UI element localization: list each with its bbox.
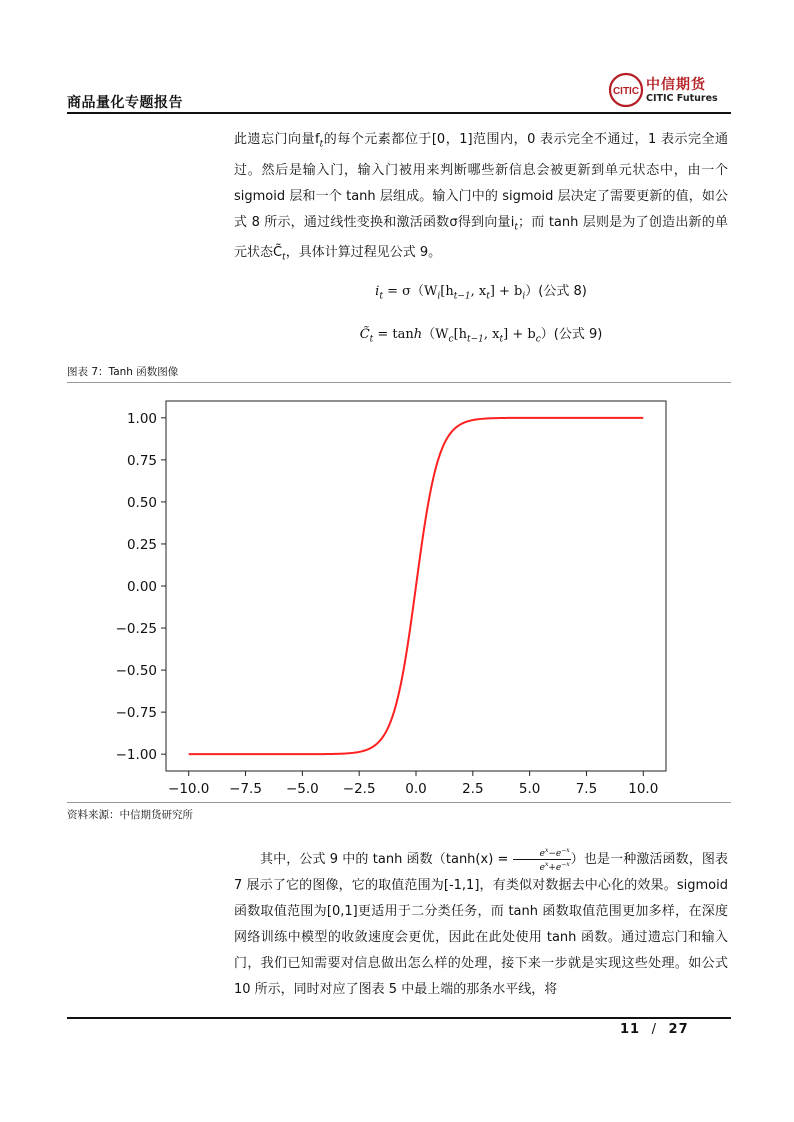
logo-cn-text: 中信期货: [646, 77, 706, 93]
figure-top-rule: [67, 382, 731, 383]
y-tick-label: −0.50: [115, 663, 157, 680]
x-tick-label: −10.0: [168, 781, 210, 797]
citic-logo: [608, 70, 728, 110]
footer-rule: [67, 1017, 731, 1019]
x-tick-label: 7.5: [575, 781, 598, 797]
figure-source: 资料来源：中信期货研究所: [67, 809, 193, 821]
para1-text-d: ，具体计算过程见公式 9。: [285, 245, 442, 261]
x-tick-label: 2.5: [462, 781, 484, 797]
x-tick-label: −5.0: [285, 781, 319, 797]
para1-sub-t: t: [319, 139, 324, 150]
page-number: [620, 1022, 689, 1037]
y-tick-label: 0.50: [126, 494, 157, 511]
x-tick-label: 10.0: [628, 781, 659, 797]
x-tick-label: −2.5: [342, 781, 376, 797]
para2-text-d: sigmoid 函数取值范围为[0,1]更适用于二分类任务，而 tanh 函数取值范围更加多样，在深度网络训练中模型的收敛速度会更优，因此在此处使用 tanh 函数。通过遗忘门和输入门，我们已知需要对信息做出怎么样的处理，接下来一步就是实现这些处理。如公式 10 所示，同时对应了图表 5 中最上端的那条水平线，将: [234, 878, 728, 997]
para2-text-c: 7 展示了它的图像，它的取值范围为[-1,1]，有类似对数据去中心化的效果。: [234, 878, 677, 893]
x-tick-label: 0.0: [405, 781, 427, 797]
x-tick-label: −7.5: [229, 781, 262, 797]
para1-sub-t2: t: [514, 222, 519, 233]
para2-text-a: 其中，公式 9 中的 tanh 函数（tanh(x) =: [260, 852, 513, 867]
para1-sub-t3: t: [282, 252, 286, 263]
y-tick-label: 1.00: [126, 410, 157, 427]
y-tick-label: −0.25: [115, 621, 157, 638]
page-current: 11: [620, 1022, 641, 1037]
y-tick-label: 0.75: [126, 452, 157, 469]
logo-mark-text: CITIC: [612, 86, 640, 97]
paragraph-2: [234, 846, 728, 1003]
report-title: 商品量化专题报告: [67, 95, 183, 111]
header-rule: [67, 112, 731, 114]
figure-bottom-rule: [67, 802, 731, 803]
para1-text-c: ；而 tanh 层则是为了创造出新的单元状态C̃: [234, 214, 729, 261]
para1-text-b: 的每个元素都位于[0，1]范围内，0 表示完全不通过，1 表示完全通过。然后是输入门，输入门被用来判断哪些新信息会被更新到单元状态中，由一个 sigmoid 层和一个 tanh 层组成。输入门中的 sigmoid 层决定了需要更新的值，如公式 8 所示，通过线性变换和激活函数σ得到向量i: [234, 132, 729, 230]
tanh-chart: [100, 393, 680, 803]
formula-8: $i_t = \sigma(W_i[h_{t-1}$, $x_t] + b_i$）(公式 8): [375, 284, 587, 302]
y-tick-label: −1.00: [115, 747, 157, 764]
para1-text-a: 此遗忘门向量f: [234, 132, 320, 147]
y-tick-label: −0.75: [115, 705, 157, 722]
page-separator: /: [651, 1022, 658, 1037]
tanh-fraction: $\frac{e^x-e^{-x}}{e^x+e^{-x}}$: [513, 846, 571, 873]
page-total: 27: [668, 1022, 689, 1037]
logo-en-text: CITIC Futures: [646, 93, 718, 104]
y-tick-label: 0.25: [126, 536, 157, 553]
y-tick-label: 0.00: [126, 579, 157, 595]
formula-9: $C̃_t$ = $\tan ℎ(W_c[h_{t-1}$, $x_t] + b_c$）(公式 9): [359, 327, 603, 345]
citic-logo-icon: [608, 72, 644, 108]
x-tick-label: 5.0: [518, 781, 541, 797]
paragraph-1: [234, 127, 728, 271]
para2-text-b: ）也是一种激活函数，图表: [570, 852, 728, 867]
figure-label: 图表 7：Tanh 函数图像: [67, 366, 179, 378]
